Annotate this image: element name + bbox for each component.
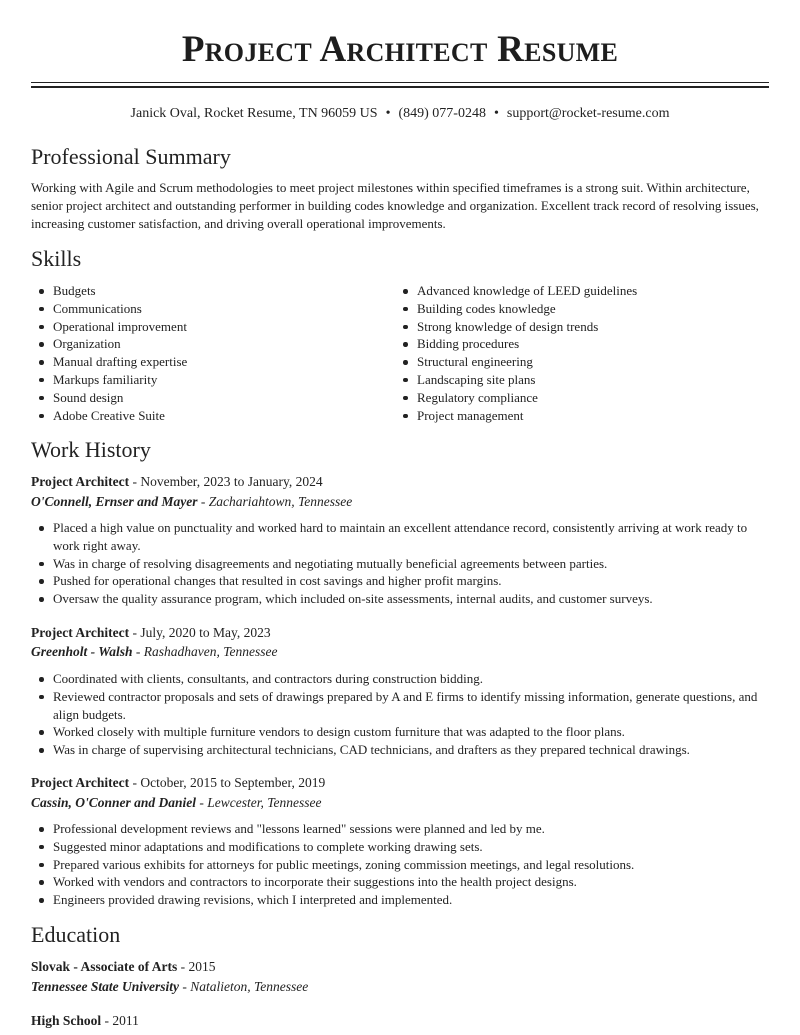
education-degree-line: Slovak - Associate of Arts - 2015 <box>31 959 216 974</box>
employer-location: Lewcester, Tennessee <box>207 795 322 810</box>
education-degree: High School <box>31 1013 102 1028</box>
job-title-line: Project Architect - October, 2015 to September, 2019 <box>31 775 326 790</box>
skill-item: Sound design <box>31 389 391 407</box>
duty-item: Pushed for operational changes that resulted in cost savings and higher profit margins. <box>31 572 769 590</box>
education-year: 2015 <box>188 959 216 974</box>
job-duties <box>31 820 769 909</box>
duty-item: Coordinated with clients, consultants, and contractors during construction bidding. <box>31 670 769 688</box>
contact-address: Janick Oval, Rocket Resume, TN 96059 US <box>130 106 378 121</box>
duty-item: Worked with vendors and contractors to incorporate their suggestions into the health project designs. <box>31 873 769 891</box>
education-location: Natalieton, Tennessee <box>190 979 309 994</box>
duty-item: Was in charge of supervising architectural technicians, CAD technicians, and drafters as they prepared technical drawings. <box>31 741 769 759</box>
education-school-line: Tennessee State University - Natalieton, Tennessee <box>31 979 309 994</box>
education-year: 2011 <box>112 1013 139 1028</box>
skills-heading: Skills <box>31 246 82 271</box>
summary-text: Working with Agile and Scrum methodologies to meet project milestones within specified timeframes is a strong suit. Within architecture, senior project architect and outstanding performer in building codes knowledge and organization. Excellent track record of resolving issues, increasing customer satisfaction, and driving overall operational improvements. <box>31 180 759 231</box>
employer-name: O'Connell, Ernser and Mayer <box>31 494 198 509</box>
education-heading: Education <box>31 922 121 947</box>
job-duties <box>31 519 769 608</box>
skill-item: Landscaping site plans <box>395 371 769 389</box>
duty-item: Suggested minor adaptations and modifications to complete working drawing sets. <box>31 838 769 856</box>
skill-item: Regulatory compliance <box>395 389 769 407</box>
duty-item: Placed a high value on punctuality and worked hard to maintain an excellent attendance record, consistently arriving at work ready to work right away. <box>31 519 769 555</box>
employer-line: Cassin, O'Conner and Daniel - Lewcester, Tennessee <box>31 795 322 810</box>
contact-phone: (849) 077-0248 <box>398 106 486 121</box>
education-degree: Slovak - Associate of Arts <box>31 959 178 974</box>
employer-line: Greenholt - Walsh - Rashadhaven, Tennessee <box>31 644 278 659</box>
skill-item: Bidding procedures <box>395 335 769 353</box>
job-title: Project Architect <box>31 625 130 640</box>
employer-name: Cassin, O'Conner and Daniel <box>31 795 197 810</box>
title-divider-bottom <box>31 86 769 88</box>
contact-separator: • <box>493 106 499 121</box>
skill-item: Budgets <box>31 282 391 300</box>
duty-item: Reviewed contractor proposals and sets of drawings prepared by A and E firms to identify missing information, generate questions, and align budgets. <box>31 688 769 724</box>
employer-line: O'Connell, Ernser and Mayer - Zachariahtown, Tennessee <box>31 494 353 509</box>
duty-item: Prepared various exhibits for attorneys for public meetings, zoning commission meetings, and legal resolutions. <box>31 856 769 874</box>
job-title: Project Architect <box>31 474 130 489</box>
skill-item: Communications <box>31 300 391 318</box>
skill-item: Operational improvement <box>31 318 391 336</box>
education-school: Tennessee State University <box>31 979 179 994</box>
job-title-line: Project Architect - July, 2020 to May, 2023 <box>31 625 271 640</box>
skill-item: Project management <box>395 407 769 425</box>
duty-item: Worked closely with multiple furniture vendors to design custom furniture that was adapted to the floor plans. <box>31 723 769 741</box>
title-divider-top <box>31 82 769 83</box>
employer-location: Zachariahtown, Tennessee <box>208 494 353 509</box>
resume-title: Project Architect Resume <box>181 29 619 70</box>
employer-location: Rashadhaven, Tennessee <box>143 644 278 659</box>
summary-heading: Professional Summary <box>31 144 231 169</box>
skill-item: Adobe Creative Suite <box>31 407 391 425</box>
job-duties <box>31 670 769 759</box>
skill-item: Advanced knowledge of LEED guidelines <box>395 282 769 300</box>
skill-item: Organization <box>31 335 391 353</box>
skill-item: Manual drafting expertise <box>31 353 391 371</box>
job-title: Project Architect <box>31 775 130 790</box>
skills-list-left <box>31 282 391 424</box>
skills-list-right <box>395 282 769 424</box>
job-dates: October, 2015 to September, 2019 <box>140 775 326 790</box>
duty-item: Oversaw the quality assurance program, which included on-site assessments, internal audits, and customer surveys. <box>31 590 769 608</box>
skill-item: Building codes knowledge <box>395 300 769 318</box>
contact-separator: • <box>385 106 391 121</box>
skill-item: Strong knowledge of design trends <box>395 318 769 336</box>
work-history-heading: Work History <box>31 437 151 462</box>
education-degree-line: High School - 2011 <box>31 1013 139 1028</box>
contact-email: support@rocket-resume.com <box>506 106 670 121</box>
job-dates: November, 2023 to January, 2024 <box>140 474 323 489</box>
job-dates: July, 2020 to May, 2023 <box>140 625 271 640</box>
duty-item: Was in charge of resolving disagreements and negotiating mutually beneficial agreements between parties. <box>31 555 769 573</box>
skill-item: Markups familiarity <box>31 371 391 389</box>
job-title-line: Project Architect - November, 2023 to January, 2024 <box>31 474 323 489</box>
duty-item: Professional development reviews and "lessons learned" sessions were planned and led by me. <box>31 820 769 838</box>
contact-line <box>31 105 769 123</box>
duty-item: Engineers provided drawing revisions, which I interpreted and implemented. <box>31 891 769 909</box>
employer-name: Greenholt - Walsh <box>31 644 133 659</box>
skill-item: Structural engineering <box>395 353 769 371</box>
